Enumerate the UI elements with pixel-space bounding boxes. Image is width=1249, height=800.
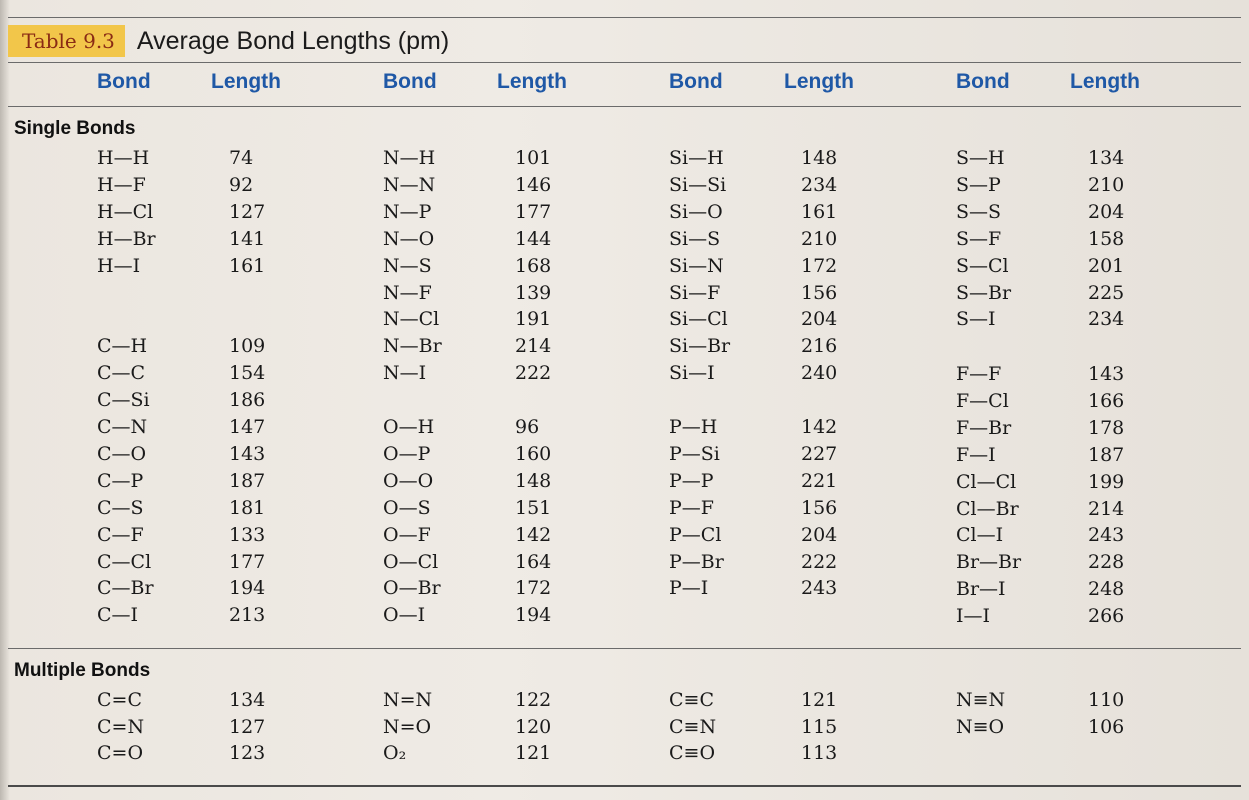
title-rule xyxy=(8,62,1241,63)
length-cell: 142 xyxy=(515,523,552,546)
table-title: Average Bond Lengths (pm) xyxy=(136,26,450,55)
length-cell: 214 xyxy=(1088,497,1125,520)
column-header-length-4: Length xyxy=(1070,70,1140,93)
bond-cell: C—C xyxy=(97,362,146,385)
length-cell: 147 xyxy=(229,416,266,438)
bond-cell: H—H xyxy=(97,147,150,169)
bond-cell: Si—H xyxy=(669,147,724,169)
length-cell: 204 xyxy=(801,308,838,331)
length-cell: 210 xyxy=(1088,173,1125,196)
bond-cell: N—I xyxy=(383,362,427,385)
bond-cell: C=C xyxy=(97,689,142,711)
bond-cell: N—Cl xyxy=(383,308,440,331)
bond-cell: N—S xyxy=(383,254,432,277)
length-cell: 168 xyxy=(515,254,552,277)
bond-cell: Si—O xyxy=(669,200,723,223)
length-cell: 110 xyxy=(1088,689,1125,711)
section-rule xyxy=(8,648,1241,649)
length-cell: 164 xyxy=(515,550,552,573)
length-cell: 142 xyxy=(801,416,838,438)
length-cell: 141 xyxy=(229,227,266,250)
bond-cell: C—P xyxy=(97,469,144,492)
bond-cell: O₂ xyxy=(383,742,407,764)
bond-cell: O—I xyxy=(383,604,426,627)
length-cell: 194 xyxy=(229,577,266,600)
length-cell: 204 xyxy=(801,523,838,546)
bond-cell: C—Si xyxy=(97,389,150,412)
length-cell: 201 xyxy=(1088,254,1125,277)
bond-cell: F—F xyxy=(956,363,1002,385)
bond-cell: C≡N xyxy=(669,715,717,738)
column-header-bond-3: Bond xyxy=(669,70,723,93)
length-cell: 240 xyxy=(801,362,838,385)
length-cell: 144 xyxy=(515,227,552,250)
length-cell: 210 xyxy=(801,227,838,250)
bond-cell: C—N xyxy=(97,416,148,438)
length-cell: 161 xyxy=(229,254,266,277)
length-cell: 113 xyxy=(801,742,838,764)
length-cell: 134 xyxy=(1088,147,1125,169)
bond-cell: S—S xyxy=(956,200,1002,223)
bond-cell: O—O xyxy=(383,469,434,492)
length-cell: 199 xyxy=(1088,470,1125,493)
bond-cell: F—Br xyxy=(956,416,1012,439)
length-cell: 120 xyxy=(515,715,552,738)
bond-cell: P—Br xyxy=(669,550,724,573)
length-cell: 178 xyxy=(1088,416,1125,439)
length-cell: 158 xyxy=(1088,227,1125,250)
bond-cell: Br—I xyxy=(956,578,1006,601)
length-cell: 146 xyxy=(515,173,552,196)
length-cell: 74 xyxy=(229,147,254,169)
bond-cell: C—O xyxy=(97,442,147,465)
bond-cell: C—Br xyxy=(97,577,154,600)
length-cell: 243 xyxy=(801,577,838,600)
column-header-bond-1: Bond xyxy=(97,70,151,93)
bond-cell: Cl—I xyxy=(956,524,1004,547)
bond-cell: C≡O xyxy=(669,742,716,764)
length-cell: 225 xyxy=(1088,281,1125,304)
header-rule xyxy=(8,106,1241,107)
length-cell: 222 xyxy=(515,362,552,385)
bottom-rule xyxy=(8,785,1241,787)
bond-cell: N=O xyxy=(383,715,432,738)
length-cell: 101 xyxy=(515,147,552,169)
bond-cell: O—F xyxy=(383,523,431,546)
length-cell: 177 xyxy=(229,550,266,573)
length-cell: 266 xyxy=(1088,605,1125,628)
bond-cell: N—Br xyxy=(383,335,442,358)
bond-cell: S—I xyxy=(956,308,996,331)
bond-cell: N—H xyxy=(383,147,436,169)
length-cell: 213 xyxy=(229,604,266,627)
bond-cell: C—S xyxy=(97,496,144,519)
bond-cell: H—Br xyxy=(97,227,156,250)
section-title-single-bonds: Single Bonds xyxy=(14,118,136,139)
length-cell: 161 xyxy=(801,200,838,223)
length-cell: 148 xyxy=(515,469,552,492)
length-cell: 248 xyxy=(1088,578,1125,601)
bond-cell: O—P xyxy=(383,442,431,465)
length-cell: 133 xyxy=(229,523,266,546)
bond-cell: C—Cl xyxy=(97,550,152,573)
bond-cell: S—F xyxy=(956,227,1002,250)
top-rule xyxy=(8,17,1241,18)
length-cell: 151 xyxy=(515,496,552,519)
length-cell: 121 xyxy=(801,689,838,711)
length-cell: 160 xyxy=(515,442,552,465)
length-cell: 139 xyxy=(515,281,552,304)
bond-cell: N—P xyxy=(383,200,432,223)
length-cell: 156 xyxy=(801,281,838,304)
bond-cell: H—I xyxy=(97,254,141,277)
bond-cell: Si—S xyxy=(669,227,721,250)
bond-cell: Si—I xyxy=(669,362,715,385)
bond-cell: Cl—Br xyxy=(956,497,1019,520)
length-cell: 186 xyxy=(229,389,266,412)
length-cell: 166 xyxy=(1088,389,1125,412)
column-header-bond-4: Bond xyxy=(956,70,1010,93)
length-cell: 216 xyxy=(801,335,838,358)
bond-cell: P—P xyxy=(669,469,714,492)
length-cell: 222 xyxy=(801,550,838,573)
bond-cell: Si—Cl xyxy=(669,308,728,331)
bond-cell: C—F xyxy=(97,523,144,546)
bond-cell: F—Cl xyxy=(956,389,1009,412)
bond-cell: Cl—Cl xyxy=(956,470,1017,493)
length-cell: 92 xyxy=(229,173,254,196)
bond-cell: F—I xyxy=(956,443,996,466)
length-cell: 148 xyxy=(801,147,838,169)
length-cell: 143 xyxy=(1088,363,1125,385)
bond-cell: C—H xyxy=(97,335,148,358)
length-cell: 204 xyxy=(1088,200,1125,223)
length-cell: 106 xyxy=(1088,715,1125,738)
bond-cell: N=N xyxy=(383,689,433,711)
length-cell: 234 xyxy=(1088,308,1125,331)
bond-cell: P—F xyxy=(669,496,714,519)
length-cell: 143 xyxy=(229,442,266,465)
bond-cell: I—I xyxy=(956,605,991,628)
length-cell: 172 xyxy=(515,577,552,600)
bond-cell: O—H xyxy=(383,416,435,438)
length-cell: 134 xyxy=(229,689,266,711)
bond-cell: Si—Si xyxy=(669,173,727,196)
bond-cell: Si—F xyxy=(669,281,721,304)
bond-cell: Si—N xyxy=(669,254,724,277)
bond-cell: N—F xyxy=(383,281,432,304)
bond-cell: C≡C xyxy=(669,689,714,711)
bond-cell: H—F xyxy=(97,173,146,196)
length-cell: 123 xyxy=(229,742,266,764)
bond-cell: H—Cl xyxy=(97,200,154,223)
length-cell: 156 xyxy=(801,496,838,519)
length-cell: 127 xyxy=(229,715,266,738)
length-cell: 227 xyxy=(801,442,838,465)
column-header-length-1: Length xyxy=(211,70,281,93)
bond-cell: N—N xyxy=(383,173,436,196)
length-cell: 187 xyxy=(1088,443,1125,466)
length-cell: 109 xyxy=(229,335,266,358)
bond-cell: Si—Br xyxy=(669,335,731,358)
length-cell: 154 xyxy=(229,362,266,385)
length-cell: 187 xyxy=(229,469,266,492)
bond-cell: S—P xyxy=(956,173,1001,196)
bond-cell: P—H xyxy=(669,416,718,438)
length-cell: 221 xyxy=(801,469,838,492)
length-cell: 234 xyxy=(801,173,838,196)
length-cell: 127 xyxy=(229,200,266,223)
length-cell: 194 xyxy=(515,604,552,627)
bond-cell: P—Si xyxy=(669,442,720,465)
bond-cell: N—O xyxy=(383,227,435,250)
bond-cell: C=O xyxy=(97,742,144,764)
length-cell: 191 xyxy=(515,308,552,331)
bond-cell: O—Cl xyxy=(383,550,439,573)
bond-cell: N≡N xyxy=(956,689,1006,711)
length-cell: 172 xyxy=(801,254,838,277)
column-header-length-2: Length xyxy=(497,70,567,93)
section-title-multiple-bonds: Multiple Bonds xyxy=(14,660,151,681)
bond-cell: P—Cl xyxy=(669,523,722,546)
length-cell: 177 xyxy=(515,200,552,223)
bond-cell: O—S xyxy=(383,496,431,519)
bond-cell: S—Br xyxy=(956,281,1012,304)
bond-cell: Br—Br xyxy=(956,551,1022,574)
length-cell: 228 xyxy=(1088,551,1125,574)
length-cell: 243 xyxy=(1088,524,1125,547)
column-header-bond-2: Bond xyxy=(383,70,437,93)
bond-cell: S—H xyxy=(956,147,1005,169)
page-binding-shadow xyxy=(0,0,10,800)
bond-cell: N≡O xyxy=(956,715,1005,738)
bond-cell: C—I xyxy=(97,604,139,627)
table-header xyxy=(8,22,449,60)
length-cell: 181 xyxy=(229,496,266,519)
length-cell: 96 xyxy=(515,416,540,438)
length-cell: 214 xyxy=(515,335,552,358)
bond-cell: P—I xyxy=(669,577,709,600)
bond-cell: S—Cl xyxy=(956,254,1009,277)
length-cell: 122 xyxy=(515,689,552,711)
table-number-label: Table 9.3 xyxy=(8,25,125,57)
column-header-length-3: Length xyxy=(784,70,854,93)
bond-cell: O—Br xyxy=(383,577,441,600)
length-cell: 115 xyxy=(801,715,838,738)
bond-cell: C=N xyxy=(97,715,145,738)
length-cell: 121 xyxy=(515,742,552,764)
